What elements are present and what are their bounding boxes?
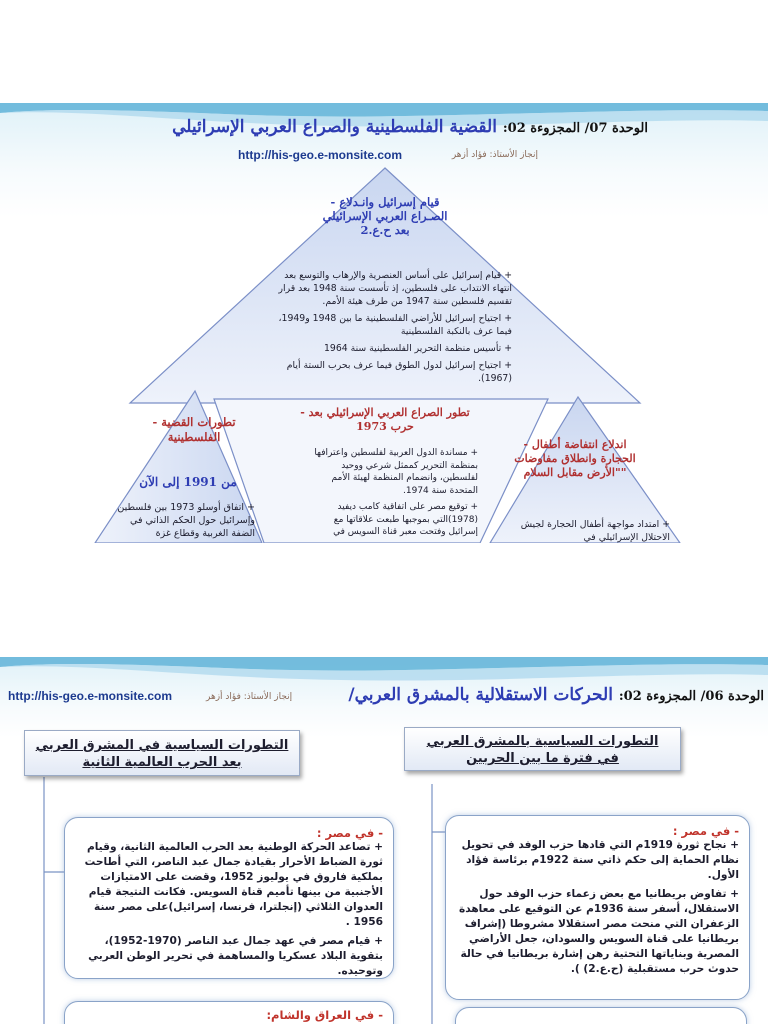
interwar-points (456, 838, 739, 977)
author-credit: إنجاز الأستاذ: فؤاد أزهر (206, 692, 293, 702)
left-subheading: من 1991 إلى الآن (139, 475, 237, 489)
top-point: + قيام إسرائيل على أساس العنصرية والإرهاب والتوسع بعد انتهاء الانتداب على فلسطين، إذ تأسست سنة 1948 بعد قرار تقسيم فلسطين سنة 1947 من طرف هيئة الأمم. (278, 270, 512, 307)
left-heading: - تطورات القضية الفلسطينية (152, 415, 236, 444)
right-points (505, 518, 670, 543)
header-line: بعد الحرب العالمية الثانية (82, 755, 242, 770)
top-point: + اجتياح إسرائيل لدول الطوق فيما عرف بحرب الستة أيام (1967). (286, 360, 512, 384)
unit-title: القضية الفلسطينية والصراع العربي الإسرائيلي (172, 117, 497, 137)
postwar-point: + قيام مصر في عهد جمال عبد الناصر (1970-1952)، بتقوية البلاد عسكريا والمساهمة في تحرير الوطن العربي وتوحيده. (88, 935, 383, 977)
section-label-egypt: - في مصر : (672, 824, 739, 838)
unit-label: الوحدة 06/ المجزوءة 02: (618, 689, 764, 704)
top-point: + اجتياح إسرائيل للأراضي الفلسطينية ما بين 1948 و1949، فيما عرف بالنكبة الفلسطينية (278, 313, 512, 337)
section-label-egypt: - في مصر : (316, 826, 383, 840)
unit-label: الوحدة 07/ المجزوءة 02: (502, 121, 648, 136)
top-heading: - قيام إسرائيل وانـدلاع الصـراع العربي الإسرائيلي بعد ح.ع.2 (322, 195, 448, 237)
header-line: التطورات السياسية بالمشرق العربي (426, 734, 659, 749)
left-points (105, 501, 255, 543)
postwar-point: + تصاعد الحركة الوطنية بعد الحرب العالمية الثانية، وقيام ثورة الضباط الأحرار بقيادة جمال عبد الناصر، التي أطاحت بملكية فاروق في يوليوز 1952، وقضت على الامتيازات الأجنبية من بينها تأميم قناة السويس. فكانت النتيجة قيام العدوان الثلاثي (إنجلترا، فرنسا، إسرائيل)على مصر سنة 1956 . (84, 841, 383, 928)
left-point: + اتفاق أوسلو 1973 بين فلسطين وإسرائيل حول الحكم الذاتي في الضفة الغربية وقطاع غزة (117, 502, 255, 539)
content-box-interwar (445, 815, 750, 1000)
site-url[interactable]: http://his-geo.e-monsite.com (8, 689, 173, 703)
unit-title: الحركات الاستقلالية بالمشرق العربي/ (348, 685, 613, 705)
section-label-iraq-sham: - في العراق والشام: (266, 1008, 383, 1022)
content-box-postwar (64, 817, 394, 979)
header-line: في فترة ما بين الحربين (466, 751, 619, 766)
right-point: + امتداد مواجهة أطفال الحجارة لجيش الاحتلال الإسرائيلي في (520, 519, 670, 543)
middle-points (303, 447, 478, 543)
postwar-points (75, 840, 383, 979)
middle-point: + مساندة الدول العربية لفلسطين واعترافها بمنظمة التحرير كممثل شرعي ووحيد لفلسطين، وانضمام المنظمة لهيئة الأمم المتحدة سنة 1974. (314, 448, 478, 496)
content-box-iraq-sham (64, 1001, 394, 1024)
site-url[interactable]: http://his-geo.e-monsite.com (238, 148, 403, 162)
slide-palestine (0, 103, 768, 543)
author-credit: إنجاز الأستاذ: فؤاد أزهر (451, 150, 538, 160)
top-points (262, 269, 512, 389)
header-line: التطورات السياسية في المشرق العربي (35, 738, 289, 753)
header-box-interwar (404, 727, 681, 771)
header-box-postwar (24, 730, 300, 776)
slide-independence (0, 657, 768, 1024)
middle-heading: - تطور الصراع العربي الإسرائيلي بعد حرب 1973 (300, 406, 470, 433)
top-point: + تأسيس منظمة التحرير الفلسطينية سنة 1964 (324, 343, 512, 354)
interwar-point: + تفاوض بريطانيا مع بعض زعماء حزب الوفد حول الاستقلال، أسفر سنة 1936م عن التوقيع على معاهدة الزعفران التي منحت مصر استقلالا مشروطا (إشراف بريطانيا على قناة السويس والسودان، جعل الأراضي المصرية وبناياتها التحتية رهن إشارة بريطانيا في حالة حدوث حرب مستقبلية (ح.ع.2) ). (458, 888, 739, 975)
interwar-point: + نجاح ثورة 1919م التي قادها حزب الوفد في تحويل نظام الحماية إلى حكم ذاتي سنة 1922م برئاسة فؤاد الأول. (461, 839, 739, 881)
content-box-partial (455, 1007, 747, 1024)
right-heading: - اندلاع انتفاضة أطفال الحجارة وانطلاق مفاوضات "الأرض مقابل السلام" (514, 438, 636, 479)
middle-point: + توقيع مصر على اتفاقية كامب ديفيد (1978)التي بموجبها طبعت علاقاتها مع إسرائيل وفتحت معبر قناة السويس في (333, 502, 478, 537)
